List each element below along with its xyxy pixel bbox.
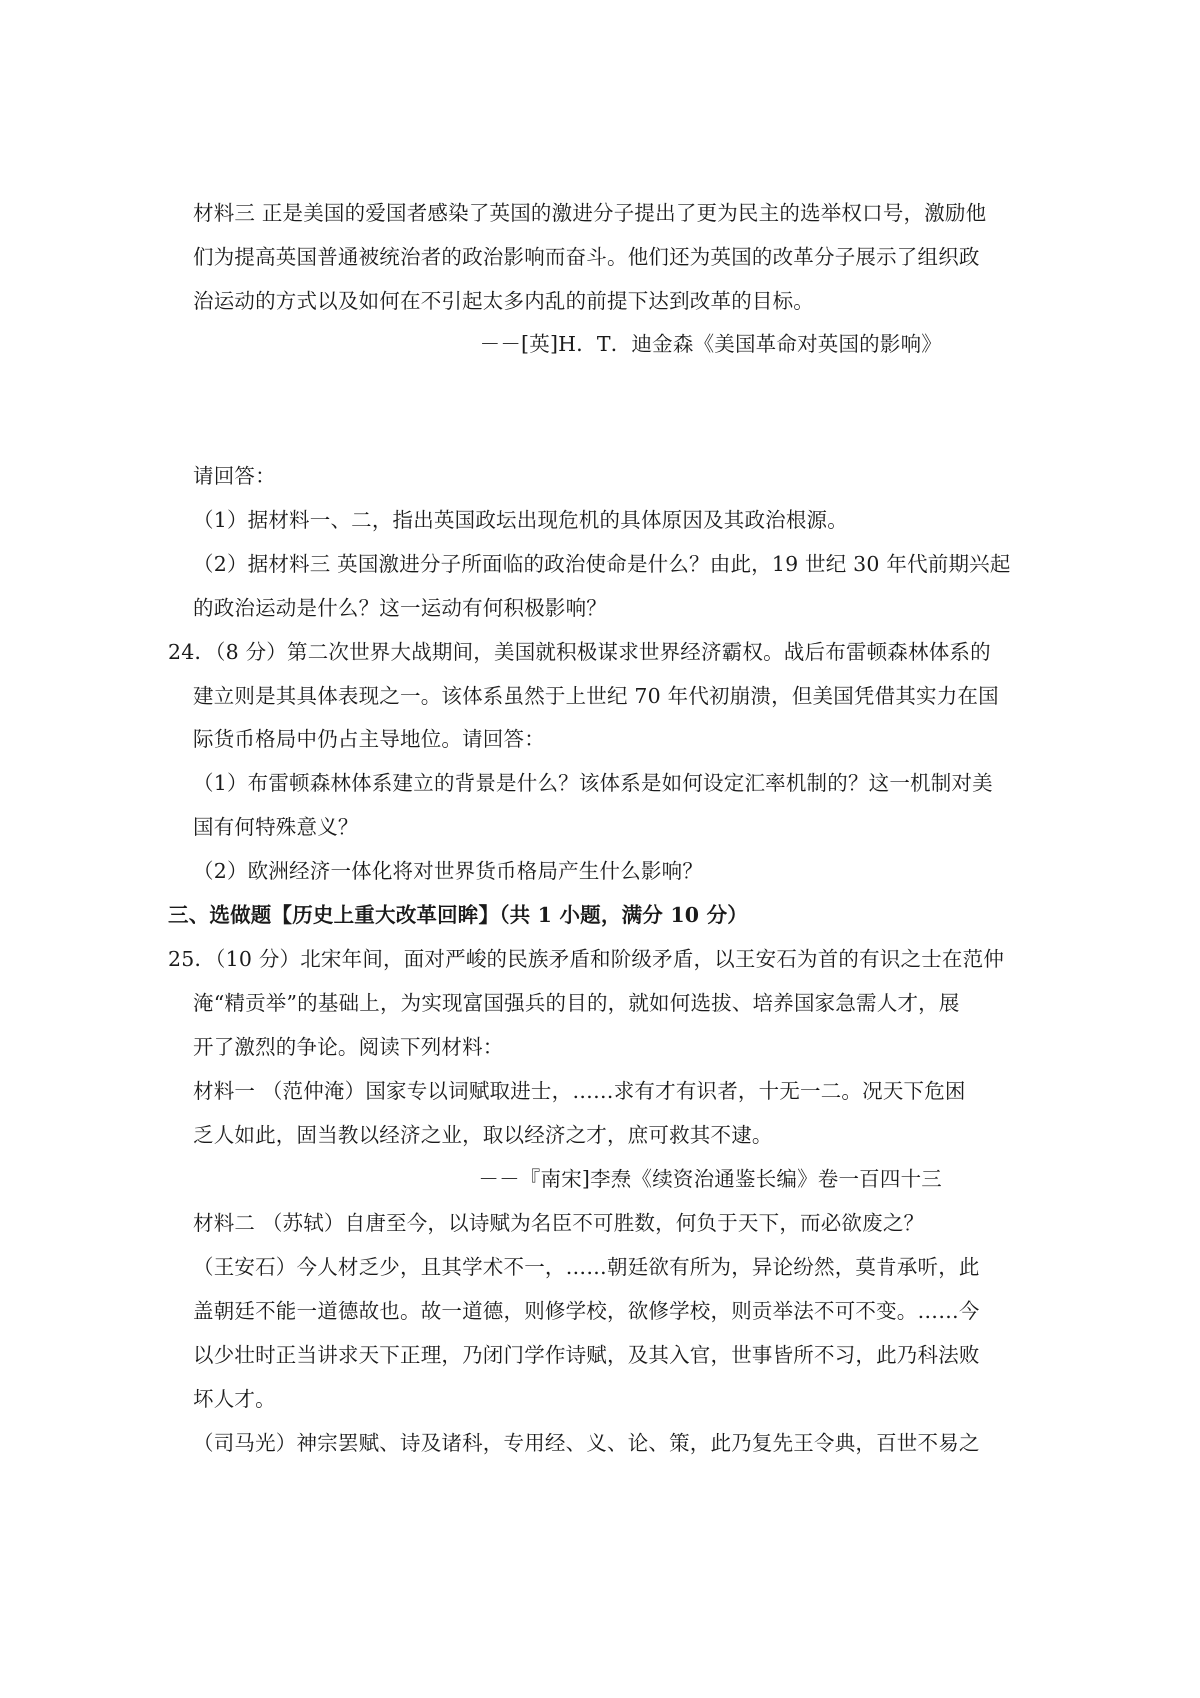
material-3-line-3: 治运动的方式以及如何在不引起太多内乱的前提下达到改革的目标。 xyxy=(193,289,814,313)
question-25-line-3: 开了激烈的争论。阅读下列材料： xyxy=(193,1035,504,1059)
material-3-line-2: 们为提高英国普通被统治者的政治影响而奋斗。他们还为英国的改革分子展示了组织政 xyxy=(193,245,980,269)
question-24-line-1: 24．（8 分）第二次世界大战期间，美国就积极谋求世界经济霸权。战后布雷顿森林体系的 xyxy=(168,640,991,664)
question-25-line-2: 淹“精贡举”的基础上，为实现富国强兵的目的，就如何选拔、培养国家急需人才，展 xyxy=(193,991,960,1015)
question-24-part-2: （2）欧洲经济一体化将对世界货币格局产生什么影响？ xyxy=(193,859,704,883)
question-23-part-2-line-2: 的政治运动是什么？这一运动有何积极影响？ xyxy=(193,596,607,620)
question-24-part-1-line-1: （1）布雷顿森林体系建立的背景是什么？该体系是如何设定汇率机制的？这一机制对美 xyxy=(193,771,993,795)
question-25-material-2-line-5: 坏人才。 xyxy=(193,1387,276,1411)
question-23-prompt: 请回答： xyxy=(193,464,276,488)
question-25-material-2-line-4: 以少壮时正当讲求天下正理，乃闭门学作诗赋，及其入官，世事皆所不习，此乃科法败 xyxy=(193,1343,980,1367)
material-3-source: －－[英]H．T．迪金森《美国革命对英国的影响》 xyxy=(479,332,942,356)
question-24-part-1-line-2: 国有何特殊意义？ xyxy=(193,815,359,839)
material-3-line-1: 材料三 正是美国的爱国者感染了英国的激进分子提出了更为民主的选举权口号，激励他 xyxy=(193,201,987,225)
question-25-material-1-line-1: 材料一 （范仲淹）国家专以词赋取进士，……求有才有识者，十无一二。况天下危困 xyxy=(193,1079,966,1103)
section-3-heading: 三、选做题【历史上重大改革回眸】（共 1 小题，满分 10 分） xyxy=(168,903,748,927)
question-23-part-1: （1）据材料一、二，指出英国政坛出现危机的具体原因及其政治根源。 xyxy=(193,508,848,532)
question-25-material-2-line-1: 材料二 （苏轼）自唐至今，以诗赋为名臣不可胜数，何负于天下，而必欲废之？ xyxy=(193,1211,925,1235)
question-25-material-2-line-2: （王安石）今人材乏少，且其学术不一，……朝廷欲有所为，异论纷然，莫肯承听，此 xyxy=(193,1255,980,1279)
question-25-material-1-line-2: 乏人如此，固当教以经济之业，取以经济之才，庶可救其不逮。 xyxy=(193,1123,773,1147)
question-25-material-2-line-3: 盖朝廷不能一道德故也。故一道德，则修学校，欲修学校，则贡举法不可不变。……今 xyxy=(193,1299,980,1323)
question-23-part-2-line-1: （2）据材料三 英国激进分子所面临的政治使命是什么？由此，19 世纪 30 年代前期兴起 xyxy=(193,552,1011,576)
question-24-line-3: 际货币格局中仍占主导地位。请回答： xyxy=(193,727,545,751)
question-25-material-1-source: －－『南宋]李焘《续资治通鉴长编》卷一百四十三 xyxy=(478,1167,942,1191)
question-25-material-2-line-6: （司马光）神宗罢赋、诗及诸科，专用经、义、论、策，此乃复先王令典，百世不易之 xyxy=(193,1431,980,1455)
question-24-line-2: 建立则是其具体表现之一。该体系虽然于上世纪 70 年代初崩溃，但美国凭借其实力在国 xyxy=(193,684,999,708)
question-25-line-1: 25．（10 分）北宋年间，面对严峻的民族矛盾和阶级矛盾，以王安石为首的有识之士在范仲 xyxy=(168,947,1005,971)
